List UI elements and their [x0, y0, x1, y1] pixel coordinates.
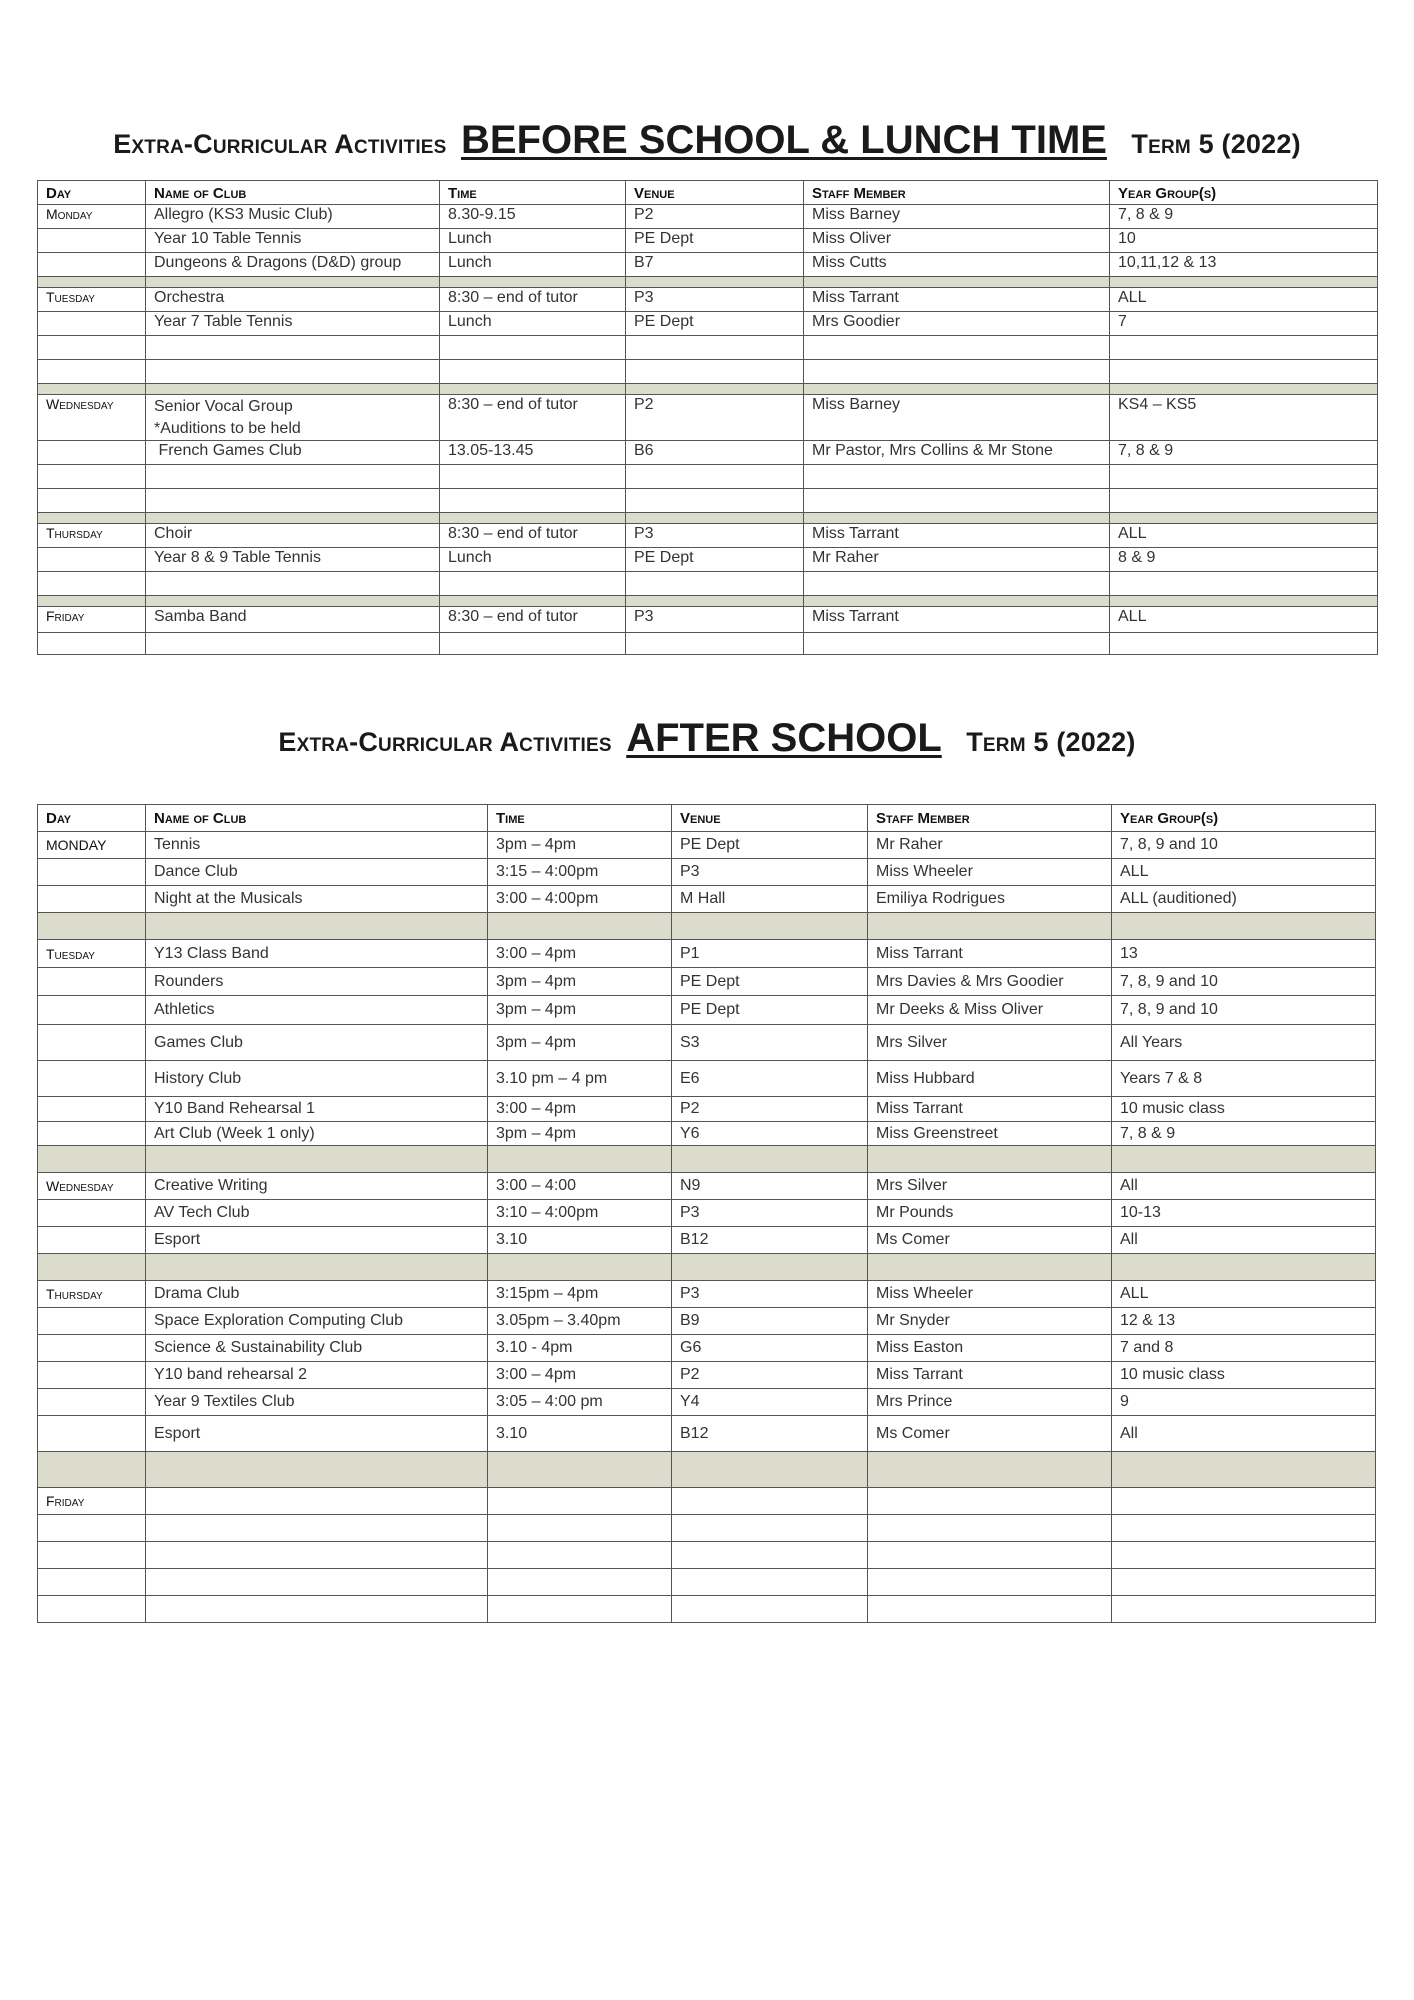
venue-cell: P3: [672, 1200, 868, 1227]
venue-cell: P2: [672, 1097, 868, 1122]
table-header-row: [38, 805, 1376, 832]
time-cell: 3:00 – 4pm: [488, 1362, 672, 1389]
year-cell: All: [1112, 1227, 1376, 1254]
staff-cell: Mrs Silver: [868, 1173, 1112, 1200]
time-cell: 3.10 - 4pm: [488, 1335, 672, 1362]
year-cell: 7, 8, 9 and 10: [1112, 832, 1376, 859]
staff-cell: Mr Deeks & Miss Oliver: [868, 996, 1112, 1025]
club-cell: Y10 Band Rehearsal 1: [146, 1097, 488, 1122]
day-cell: Thursday: [38, 524, 146, 548]
staff-cell: Miss Tarrant: [804, 524, 1110, 548]
staff-cell: Miss Tarrant: [868, 1362, 1112, 1389]
header-year: Year Group(s): [1112, 805, 1376, 832]
club-cell: History Club: [146, 1061, 488, 1097]
header-club: Name of Club: [146, 805, 488, 832]
club-cell: Dance Club: [146, 859, 488, 886]
empty-row: [38, 1596, 1376, 1623]
year-cell: 10-13: [1112, 1200, 1376, 1227]
staff-cell: Mrs Goodier: [804, 312, 1110, 336]
title-main: BEFORE SCHOOL & LUNCH TIME: [461, 118, 1107, 162]
staff-cell: Mrs Silver: [868, 1025, 1112, 1061]
staff-cell: Miss Tarrant: [804, 607, 1110, 633]
day-cell: [38, 1200, 146, 1227]
year-cell: ALL: [1110, 288, 1378, 312]
club-cell: Athletics: [146, 996, 488, 1025]
club-cell: Year 7 Table Tennis: [146, 312, 440, 336]
header-time: Time: [440, 181, 626, 205]
year-cell: 7, 8 & 9: [1110, 205, 1378, 229]
year-cell: ALL (auditioned): [1112, 886, 1376, 913]
club-cell: Rounders: [146, 968, 488, 996]
venue-cell: PE Dept: [672, 832, 868, 859]
year-cell: ALL: [1112, 859, 1376, 886]
staff-cell: Miss Barney: [804, 395, 1110, 441]
time-cell: Lunch: [440, 253, 626, 277]
year-cell: 7, 8, 9 and 10: [1112, 968, 1376, 996]
header-staff: Staff Member: [868, 805, 1112, 832]
venue-cell: N9: [672, 1173, 868, 1200]
club-cell: Esport: [146, 1227, 488, 1254]
header-venue: Venue: [626, 181, 804, 205]
day-cell: [38, 1227, 146, 1254]
time-cell: 3:00 – 4pm: [488, 1097, 672, 1122]
club-cell: Allegro (KS3 Music Club): [146, 205, 440, 229]
year-cell: 10: [1110, 229, 1378, 253]
day-cell: [38, 1308, 146, 1335]
staff-cell: Mr Raher: [804, 548, 1110, 572]
day-cell: [38, 1389, 146, 1416]
club-cell: Y13 Class Band: [146, 940, 488, 968]
table-row: [38, 1416, 1376, 1452]
title-term: Term 5 (2022): [966, 727, 1136, 757]
header-club: Name of Club: [146, 181, 440, 205]
time-cell: 3pm – 4pm: [488, 968, 672, 996]
venue-cell: PE Dept: [626, 312, 804, 336]
staff-cell: Mr Pastor, Mrs Collins & Mr Stone: [804, 441, 1110, 465]
time-cell: Lunch: [440, 229, 626, 253]
day-cell: Thursday: [38, 1281, 146, 1308]
staff-cell: Mr Snyder: [868, 1308, 1112, 1335]
staff-cell: Miss Wheeler: [868, 859, 1112, 886]
table-row: [38, 886, 1376, 913]
venue-cell: S3: [672, 1025, 868, 1061]
club-cell: Space Exploration Computing Club: [146, 1308, 488, 1335]
empty-row: [38, 1542, 1376, 1569]
year-cell: 10 music class: [1112, 1097, 1376, 1122]
title-term: Term 5 (2022): [1131, 129, 1301, 159]
table-row: [38, 1227, 1376, 1254]
before-school-title: [0, 118, 1414, 163]
day-cell: Wednesday: [38, 395, 146, 441]
venue-cell: P3: [672, 1281, 868, 1308]
time-cell: 3:05 – 4:00 pm: [488, 1389, 672, 1416]
table-row: [38, 607, 1378, 633]
year-cell: 7, 8 & 9: [1112, 1122, 1376, 1146]
venue-cell: B9: [672, 1308, 868, 1335]
time-cell: 3:00 – 4:00pm: [488, 886, 672, 913]
table-row: [38, 1335, 1376, 1362]
year-cell: 7, 8, 9 and 10: [1112, 996, 1376, 1025]
year-cell: 10,11,12 & 13: [1110, 253, 1378, 277]
year-cell: KS4 – KS5: [1110, 395, 1378, 441]
time-cell: 8:30 – end of tutor: [440, 524, 626, 548]
venue-cell: P2: [626, 205, 804, 229]
day-cell: Friday: [38, 1488, 146, 1515]
staff-cell: Miss Oliver: [804, 229, 1110, 253]
club-cell: Year 9 Textiles Club: [146, 1389, 488, 1416]
table-row: [38, 1097, 1376, 1122]
empty-row: [38, 489, 1378, 513]
table-row: [38, 1122, 1376, 1146]
staff-cell: Miss Easton: [868, 1335, 1112, 1362]
table-row: [38, 205, 1378, 229]
venue-cell: P3: [626, 524, 804, 548]
staff-cell: Miss Tarrant: [868, 1097, 1112, 1122]
table-row: [38, 1362, 1376, 1389]
table-row: [38, 1389, 1376, 1416]
club-cell: Esport: [146, 1416, 488, 1452]
club-cell: Art Club (Week 1 only): [146, 1122, 488, 1146]
staff-cell: Miss Barney: [804, 205, 1110, 229]
year-cell: ALL: [1112, 1281, 1376, 1308]
year-cell: ALL: [1110, 607, 1378, 633]
table-row: [38, 859, 1376, 886]
time-cell: 13.05-13.45: [440, 441, 626, 465]
time-cell: 3.05pm – 3.40pm: [488, 1308, 672, 1335]
venue-cell: Y4: [672, 1389, 868, 1416]
venue-cell: B7: [626, 253, 804, 277]
club-cell: Games Club: [146, 1025, 488, 1061]
club-name: Senior Vocal Group: [154, 398, 293, 415]
venue-cell: P3: [626, 288, 804, 312]
time-cell: 3.10 pm – 4 pm: [488, 1061, 672, 1097]
venue-cell: Y6: [672, 1122, 868, 1146]
after-school-table: [37, 804, 1376, 1623]
table-row: [38, 253, 1378, 277]
day-cell: [38, 996, 146, 1025]
staff-cell: Mr Raher: [868, 832, 1112, 859]
day-cell: [38, 1025, 146, 1061]
club-cell: Y10 band rehearsal 2: [146, 1362, 488, 1389]
club-cell: Orchestra: [146, 288, 440, 312]
table-row: [38, 1488, 1376, 1515]
table-row: [38, 996, 1376, 1025]
day-cell: [38, 1335, 146, 1362]
header-time: Time: [488, 805, 672, 832]
year-cell: ALL: [1110, 524, 1378, 548]
table-row: [38, 229, 1378, 253]
venue-cell: PE Dept: [672, 968, 868, 996]
day-cell: Tuesday: [38, 288, 146, 312]
table-row: [38, 832, 1376, 859]
year-cell: 7, 8 & 9: [1110, 441, 1378, 465]
day-cell: [38, 253, 146, 277]
time-cell: 8.30-9.15: [440, 205, 626, 229]
staff-cell: Miss Wheeler: [868, 1281, 1112, 1308]
day-cell: Tuesday: [38, 940, 146, 968]
venue-cell: B6: [626, 441, 804, 465]
venue-cell: E6: [672, 1061, 868, 1097]
day-cell: [38, 1097, 146, 1122]
empty-row: [38, 1569, 1376, 1596]
staff-cell: Ms Comer: [868, 1227, 1112, 1254]
time-cell: 3pm – 4pm: [488, 1025, 672, 1061]
staff-cell: Emiliya Rodrigues: [868, 886, 1112, 913]
header-day: Day: [38, 805, 146, 832]
year-cell: 8 & 9: [1110, 548, 1378, 572]
club-cell: [146, 441, 440, 465]
day-cell: MONDAY: [38, 832, 146, 859]
staff-cell: Mrs Prince: [868, 1389, 1112, 1416]
table-row: [38, 968, 1376, 996]
year-cell: 7 and 8: [1112, 1335, 1376, 1362]
time-cell: 8:30 – end of tutor: [440, 288, 626, 312]
empty-row: [38, 572, 1378, 596]
venue-cell: P3: [672, 859, 868, 886]
table-row: [38, 1173, 1376, 1200]
time-cell: 3pm – 4pm: [488, 1122, 672, 1146]
table-row: [38, 1061, 1376, 1097]
time-cell: 3pm – 4pm: [488, 832, 672, 859]
separator-row: [38, 513, 1378, 524]
title-prefix: Extra-Curricular Activities: [113, 129, 447, 159]
day-cell: Wednesday: [38, 1173, 146, 1200]
club-cell: Year 10 Table Tennis: [146, 229, 440, 253]
time-cell: 3:00 – 4:00: [488, 1173, 672, 1200]
time-cell: 3.10: [488, 1416, 672, 1452]
day-cell: [38, 1061, 146, 1097]
day-cell: [38, 1416, 146, 1452]
day-cell: [38, 441, 146, 465]
club-cell: Night at the Musicals: [146, 886, 488, 913]
club-cell: Choir: [146, 524, 440, 548]
time-cell: 3:15pm – 4pm: [488, 1281, 672, 1308]
staff-cell: Mrs Davies & Mrs Goodier: [868, 968, 1112, 996]
club-cell: Drama Club: [146, 1281, 488, 1308]
club-cell: AV Tech Club: [146, 1200, 488, 1227]
venue-cell: P2: [626, 395, 804, 441]
table-header-row: [38, 181, 1378, 205]
title-main: AFTER SCHOOL: [626, 716, 942, 760]
venue-cell: PE Dept: [672, 996, 868, 1025]
club-cell: Samba Band: [146, 607, 440, 633]
empty-row: [38, 360, 1378, 384]
time-cell: 8:30 – end of tutor: [440, 607, 626, 633]
table-row: [38, 940, 1376, 968]
empty-row: [38, 633, 1378, 655]
day-cell: [38, 968, 146, 996]
day-cell: [38, 859, 146, 886]
day-cell: [38, 886, 146, 913]
year-cell: All: [1112, 1173, 1376, 1200]
time-cell: 8:30 – end of tutor: [440, 395, 626, 441]
staff-cell: Miss Hubbard: [868, 1061, 1112, 1097]
table-row: [38, 312, 1378, 336]
year-cell: 10 music class: [1112, 1362, 1376, 1389]
venue-cell: M Hall: [672, 886, 868, 913]
day-cell: Friday: [38, 607, 146, 633]
table-row: [38, 1281, 1376, 1308]
time-cell: 3.10: [488, 1227, 672, 1254]
separator-row: [38, 277, 1378, 288]
table-row: [38, 548, 1378, 572]
table-row: [38, 288, 1378, 312]
venue-cell: G6: [672, 1335, 868, 1362]
club-cell: Science & Sustainability Club: [146, 1335, 488, 1362]
venue-cell: PE Dept: [626, 229, 804, 253]
venue-cell: PE Dept: [626, 548, 804, 572]
day-cell: [38, 548, 146, 572]
day-cell: [38, 312, 146, 336]
time-cell: 3:00 – 4pm: [488, 940, 672, 968]
club-cell: Creative Writing: [146, 1173, 488, 1200]
club-name: French Games Club: [158, 442, 302, 459]
time-cell: Lunch: [440, 548, 626, 572]
venue-cell: B12: [672, 1227, 868, 1254]
staff-cell: Ms Comer: [868, 1416, 1112, 1452]
table-row: [38, 395, 1378, 441]
club-cell: [146, 395, 440, 441]
empty-row: [38, 336, 1378, 360]
staff-cell: Mr Pounds: [868, 1200, 1112, 1227]
separator-row: [38, 913, 1376, 940]
separator-row: [38, 1254, 1376, 1281]
empty-row: [38, 1515, 1376, 1542]
year-cell: 9: [1112, 1389, 1376, 1416]
day-cell: [38, 229, 146, 253]
year-cell: 13: [1112, 940, 1376, 968]
day-cell: Monday: [38, 205, 146, 229]
separator-row: [38, 1146, 1376, 1173]
separator-row: [38, 384, 1378, 395]
table-row: [38, 441, 1378, 465]
header-staff: Staff Member: [804, 181, 1110, 205]
after-school-title: [0, 716, 1414, 761]
staff-cell: Miss Greenstreet: [868, 1122, 1112, 1146]
club-note: *Auditions to be held: [154, 420, 301, 437]
day-cell: [38, 1362, 146, 1389]
year-cell: 7: [1110, 312, 1378, 336]
venue-cell: B12: [672, 1416, 868, 1452]
day-cell: [38, 1122, 146, 1146]
before-school-table: [37, 180, 1378, 655]
year-cell: 12 & 13: [1112, 1308, 1376, 1335]
time-cell: 3pm – 4pm: [488, 996, 672, 1025]
empty-row: [38, 465, 1378, 489]
venue-cell: P1: [672, 940, 868, 968]
staff-cell: Miss Tarrant: [868, 940, 1112, 968]
header-day: Day: [38, 181, 146, 205]
header-year: Year Group(s): [1110, 181, 1378, 205]
separator-row: [38, 1452, 1376, 1488]
venue-cell: P3: [626, 607, 804, 633]
staff-cell: Miss Cutts: [804, 253, 1110, 277]
venue-cell: P2: [672, 1362, 868, 1389]
table-row: [38, 524, 1378, 548]
table-row: [38, 1200, 1376, 1227]
header-venue: Venue: [672, 805, 868, 832]
title-prefix: Extra-Curricular Activities: [278, 727, 612, 757]
time-cell: 3:10 – 4:00pm: [488, 1200, 672, 1227]
club-cell: Dungeons & Dragons (D&D) group: [146, 253, 440, 277]
table-row: [38, 1308, 1376, 1335]
club-cell: Tennis: [146, 832, 488, 859]
staff-cell: Miss Tarrant: [804, 288, 1110, 312]
table-row: [38, 1025, 1376, 1061]
year-cell: Years 7 & 8: [1112, 1061, 1376, 1097]
separator-row: [38, 596, 1378, 607]
time-cell: 3:15 – 4:00pm: [488, 859, 672, 886]
year-cell: All Years: [1112, 1025, 1376, 1061]
club-cell: Year 8 & 9 Table Tennis: [146, 548, 440, 572]
year-cell: All: [1112, 1416, 1376, 1452]
time-cell: Lunch: [440, 312, 626, 336]
